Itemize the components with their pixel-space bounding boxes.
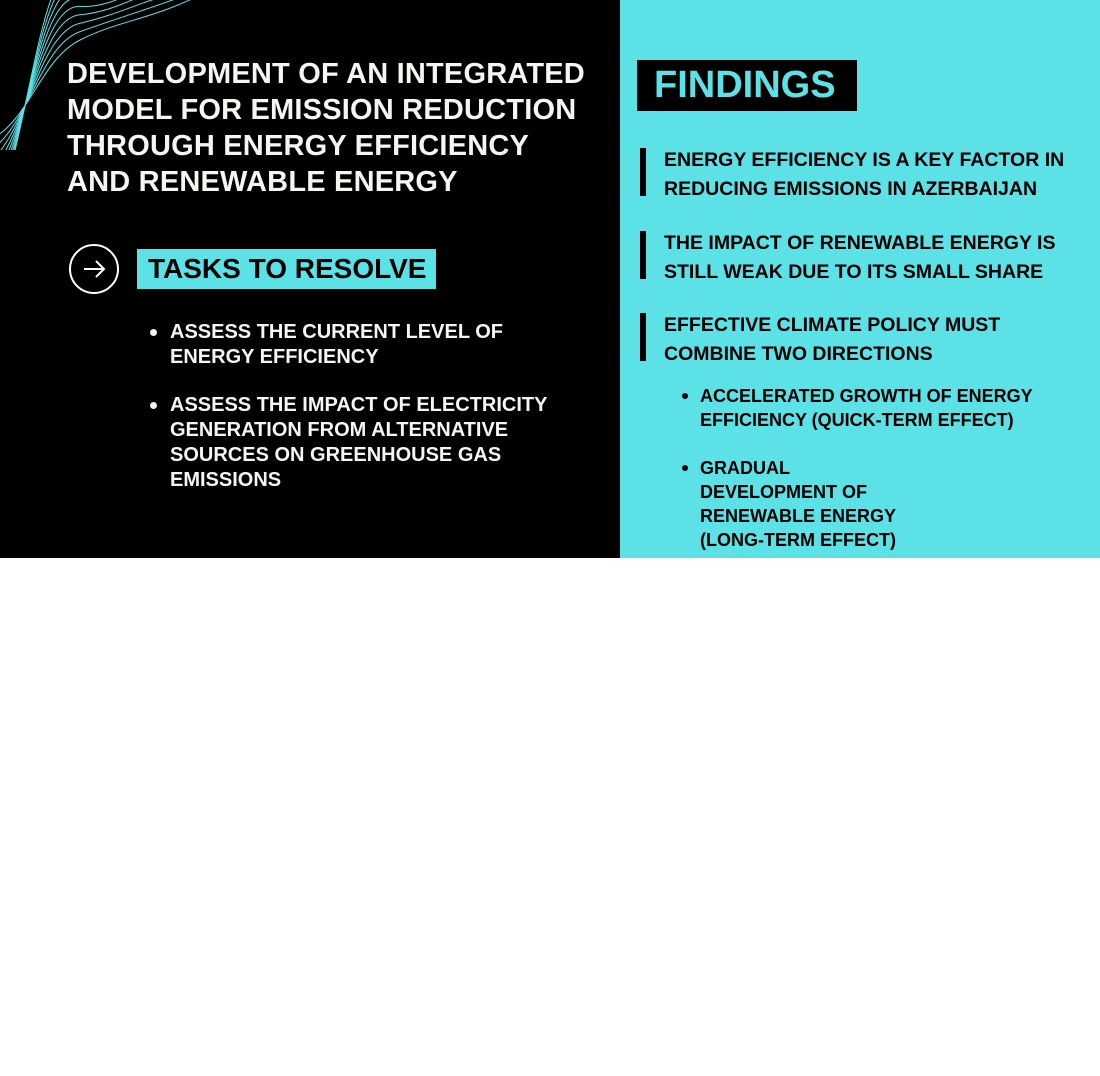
tasks-heading: TASKS TO RESOLVE: [137, 249, 436, 289]
tasks-list: [150, 320, 570, 516]
page-title: DEVELOPMENT OF AN INTEGRATED MODEL FOR EMISSION REDUCTION THROUGH ENERGY EFFICIENCY AND RENEWABLE ENERGY: [67, 58, 585, 198]
finding-text: THE IMPACT OF RENEWABLE ENERGY IS STILL WEAK DUE TO ITS SMALL SHARE: [664, 232, 1056, 283]
list-item: ASSESS THE IMPACT OF ELECTRICITY GENERATION FROM ALTERNATIVE SOURCES ON GREENHOUSE GAS EMISSIONS: [150, 393, 570, 493]
list-item: ASSESS THE CURRENT LEVEL OF ENERGY EFFICIENCY: [150, 320, 570, 370]
finding-item: [640, 311, 1080, 369]
accent-bar: [640, 231, 646, 279]
arrow-right-circle-icon: [69, 244, 119, 294]
finding-item: [640, 146, 1080, 204]
finding-item: [640, 229, 1080, 287]
findings-sub-list: [682, 384, 1082, 576]
finding-text: ENERGY EFFICIENCY IS A KEY FACTOR IN REDUCING EMISSIONS IN AZERBAIJAN: [664, 149, 1065, 200]
list-item: GRADUAL DEVELOPMENT OF RENEWABLE ENERGY (LONG-TERM EFFECT): [682, 456, 922, 552]
accent-bar: [640, 148, 646, 196]
finding-text: EFFECTIVE CLIMATE POLICY MUST COMBINE TWO DIRECTIONS: [664, 314, 1001, 365]
list-item: ACCELERATED GROWTH OF ENERGY EFFICIENCY (QUICK-TERM EFFECT): [682, 384, 1042, 432]
findings-heading: FINDINGS: [637, 60, 857, 111]
accent-bar: [640, 313, 646, 361]
